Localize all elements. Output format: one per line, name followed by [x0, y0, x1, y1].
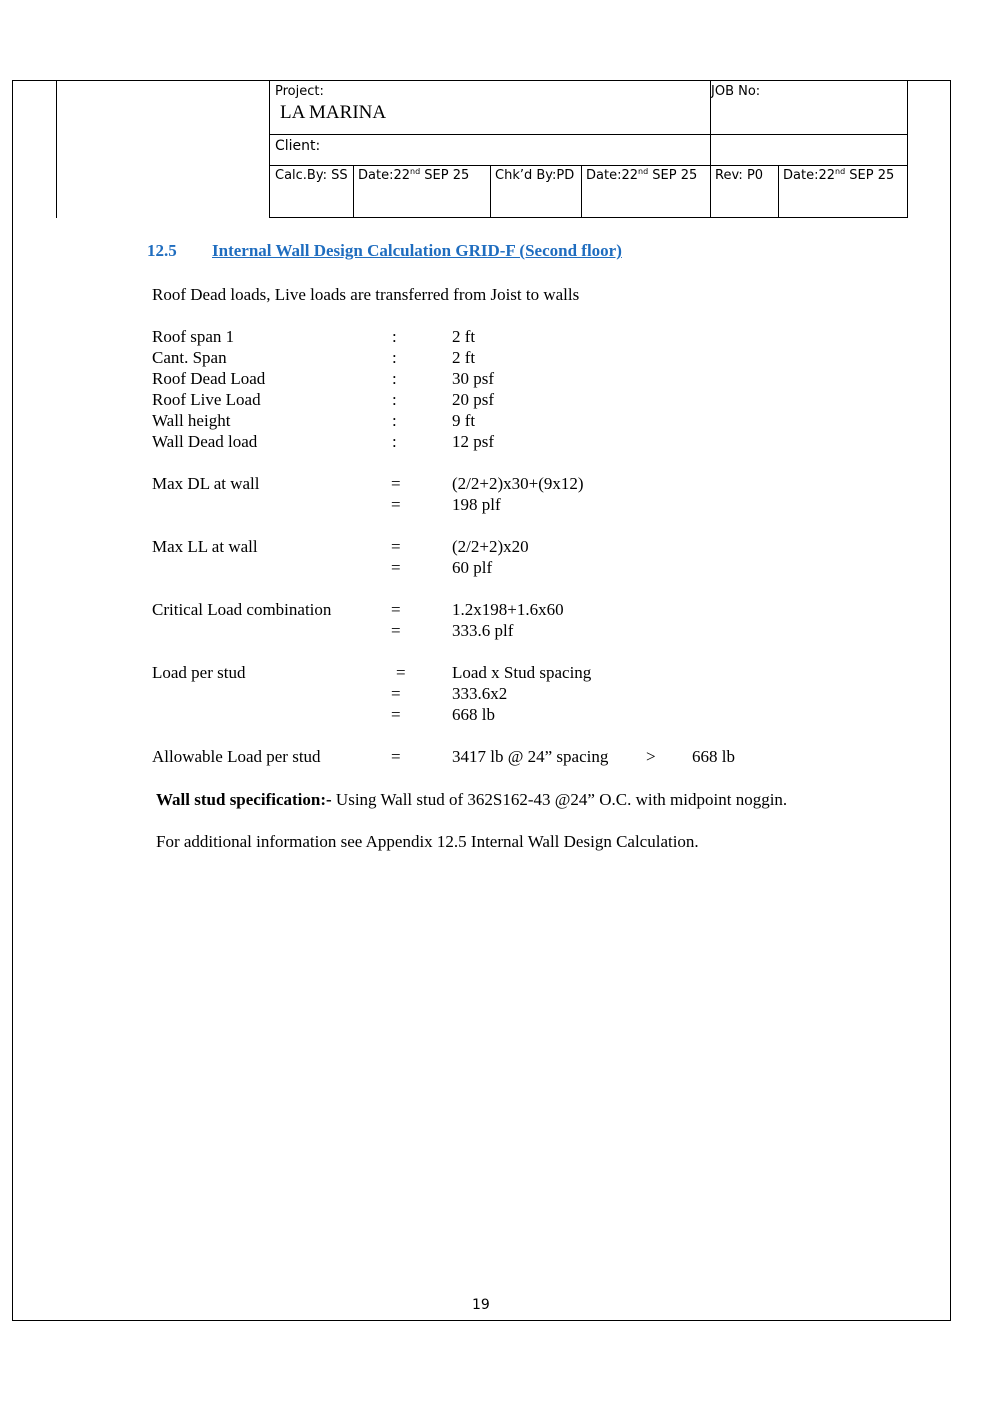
calc-label: Allowable Load per stud	[152, 747, 321, 766]
calc-formula: (2/2+2)x30+(9x12)	[452, 474, 584, 493]
project-name: LA MARINA	[280, 102, 387, 123]
param-label: Roof Live Load	[152, 390, 261, 409]
param-separator: :	[392, 411, 397, 430]
title-block-divider	[710, 81, 711, 218]
equals-sign: =	[391, 705, 401, 724]
calc-formula: 1.2x198+1.6x60	[452, 600, 564, 619]
param-separator: :	[392, 327, 397, 346]
comparison-value: 668 lb	[692, 747, 735, 766]
param-label: Wall Dead load	[152, 432, 258, 451]
param-label: Wall height	[152, 411, 231, 430]
title-block-divider	[270, 134, 908, 135]
stud-specification	[156, 789, 787, 810]
param-value: 12 psf	[452, 432, 495, 451]
title-block-divider	[270, 165, 908, 166]
param-separator: :	[392, 369, 397, 388]
param-value: 9 ft	[452, 411, 476, 430]
calc-result: 333.6 plf	[452, 621, 514, 640]
calc-label: Max LL at wall	[152, 537, 258, 556]
spec-label: Wall stud specification:-	[156, 790, 332, 809]
param-separator: :	[392, 348, 397, 367]
calc-formula: (2/2+2)x20	[452, 537, 529, 556]
equals-sign: =	[391, 474, 401, 493]
checked-date: Date:22nd SEP 25	[586, 167, 698, 183]
calc-label: Critical Load combination	[152, 600, 332, 619]
section-number: 12.5	[147, 241, 177, 260]
title-block-divider	[353, 165, 354, 218]
intro-text: Roof Dead loads, Live loads are transferred from Joist to walls	[152, 285, 580, 304]
equals-sign: =	[391, 537, 401, 556]
calc-by: Calc.By: SS	[275, 168, 348, 183]
title-block-divider	[778, 165, 779, 218]
calc-label: Max DL at wall	[152, 474, 260, 493]
equals-sign: =	[391, 495, 401, 514]
revision-date: Date:22nd SEP 25	[783, 167, 895, 183]
calc-result: 60 plf	[452, 558, 493, 577]
title-block-divider	[581, 165, 582, 218]
logo-area-divider	[56, 80, 57, 218]
client-label: Client:	[275, 138, 321, 154]
spec-text: Using Wall stud of 362S162-43 @24” O.C. with midpoint noggin.	[331, 790, 788, 809]
param-value: 20 psf	[452, 390, 495, 409]
calc-result: 3417 lb @ 24” spacing	[452, 747, 609, 766]
param-label: Roof span 1	[152, 327, 235, 346]
equals-sign: =	[391, 600, 401, 619]
param-value: 2 ft	[452, 348, 476, 367]
title-block	[269, 80, 908, 218]
calc-date: Date:22nd SEP 25	[358, 167, 470, 183]
calc-formula: Load x Stud spacing	[452, 663, 592, 682]
revision: Rev: P0	[715, 168, 764, 183]
param-label: Cant. Span	[152, 348, 227, 367]
equals-sign: =	[396, 663, 406, 682]
checked-by: Chk’d By:PD	[495, 168, 575, 183]
param-value: 2 ft	[452, 327, 476, 346]
job-number-label: JOB No:	[711, 84, 761, 99]
appendix-note: For additional information see Appendix 12.5 Internal Wall Design Calculation.	[156, 832, 699, 851]
param-separator: :	[392, 432, 397, 451]
equals-sign: =	[391, 558, 401, 577]
page-number: 19	[472, 1297, 490, 1313]
equals-sign: =	[391, 621, 401, 640]
param-label: Roof Dead Load	[152, 369, 266, 388]
calc-formula: 333.6x2	[452, 684, 508, 703]
param-value: 30 psf	[452, 369, 495, 388]
calc-result: 668 lb	[452, 705, 495, 724]
equals-sign: =	[391, 747, 401, 766]
param-separator: :	[392, 390, 397, 409]
project-label: Project:	[275, 84, 324, 99]
calc-label: Load per stud	[152, 663, 246, 682]
title-block-divider	[490, 165, 491, 218]
calc-result: 198 plf	[452, 495, 501, 514]
comparison-sign: >	[646, 747, 656, 766]
equals-sign: =	[391, 684, 401, 703]
section-title: Internal Wall Design Calculation GRID-F (Second floor)	[212, 241, 622, 260]
